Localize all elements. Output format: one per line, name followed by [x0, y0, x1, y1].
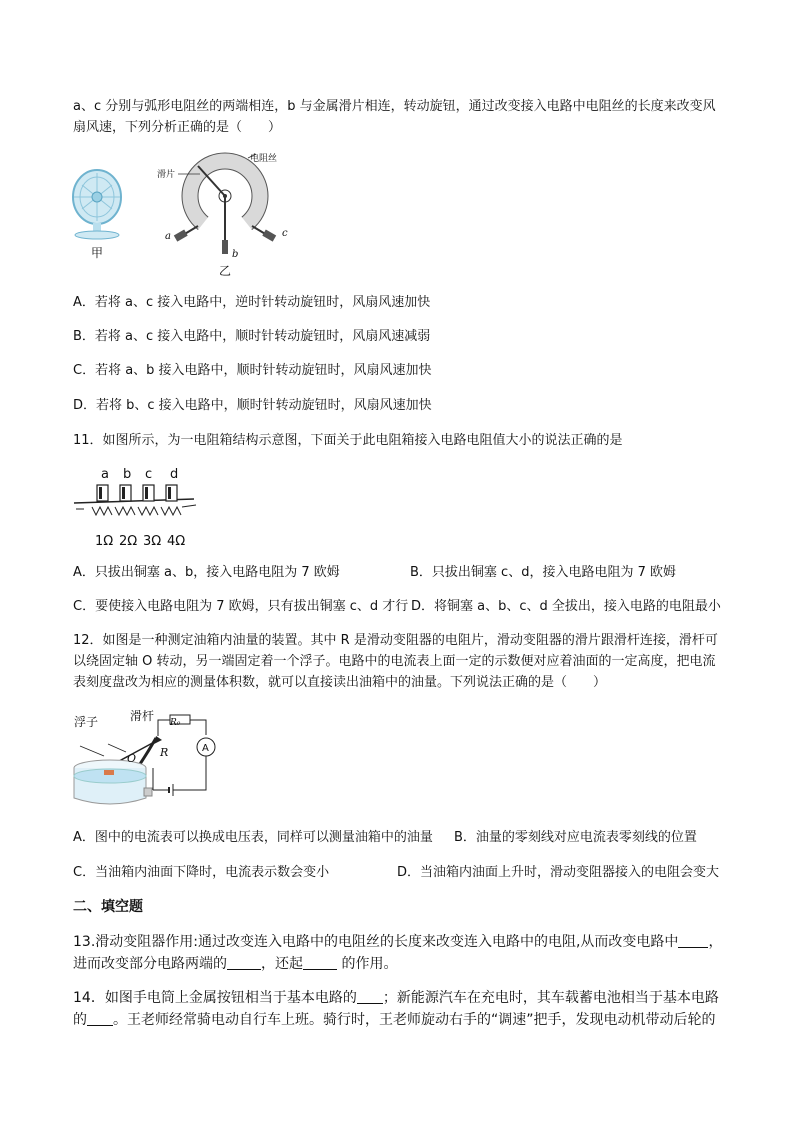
q13-blank-1[interactable]	[678, 935, 708, 948]
resistor-label-3ohm: 3Ω	[143, 534, 162, 549]
q12-stem-line3: 表刻度盘改为相应的测量体积数，就可以直接读出油箱中的油量。下列说法正确的是（ ）	[73, 675, 607, 690]
resistance-box-figure	[72, 481, 202, 533]
q14-text-c: 的	[73, 1012, 87, 1028]
q12-option-d: D．当油箱内油面上升时，滑动变阻器接入的电阻会变大	[397, 865, 720, 880]
q10-option-d: D．若将 b、c 接入电路中，顺时针转动旋钮时，风扇风速加快	[73, 398, 432, 413]
plug-label-c: c	[145, 467, 153, 482]
label-slider: 滑片	[157, 170, 176, 180]
q13-text-b: ，	[708, 934, 723, 950]
section-title: 二、填空题	[73, 899, 143, 915]
q13-blank-3[interactable]	[303, 957, 337, 970]
label-rod: 滑杆	[130, 709, 155, 723]
q13-text-d: ，还起	[261, 956, 303, 972]
q13-line1	[73, 933, 722, 951]
resistor-label-4ohm: 4Ω	[167, 534, 186, 549]
ammeter-label: A	[202, 743, 209, 754]
q11-option-d: D．将铜塞 a、b、c、d 全拔出，接入电路的电阻最小	[411, 599, 721, 614]
label-float: 浮子	[74, 715, 99, 729]
q11-option-c: C．要使接入电路电阻为 7 欧姆，只有拔出铜塞 c、d 才行	[73, 599, 409, 614]
q14-blank-2[interactable]	[87, 1013, 113, 1026]
q11-option-b: B．只拔出铜塞 c、d，接入电路电阻为 7 欧姆	[410, 565, 676, 580]
q10-option-b: B．若将 a、c 接入电路中，顺时针转动旋钮时，风扇风速减弱	[73, 329, 431, 344]
label-resistor-wire: 电阻丝	[250, 154, 278, 164]
q10-stem-line2: 扇风速，下列分析正确的是（ ）	[73, 120, 282, 135]
terminal-b-label: b	[232, 249, 239, 260]
q11-stem: 11．如图所示，为一电阻箱结构示意图，下面关于此电阻箱接入电路电阻值大小的说法正确的是	[73, 433, 623, 448]
q14-line2	[73, 1011, 716, 1029]
q10-stem-line1: a、c 分别与弧形电阻丝的两端相连，b 与金属滑片相连，转动旋钮，通过改变接入电路中电阻丝的长度来改变风	[73, 99, 716, 114]
resistor-label-2ohm: 2Ω	[119, 534, 138, 549]
q13-text-a: 13.滑动变阻器作用:通过改变连入电路中的电阻丝的长度来改变连入电路中的电阻,从而改变电路中	[73, 934, 679, 950]
q10-option-c: C．若将 a、b 接入电路中，顺时针转动旋钮时，风扇风速加快	[73, 363, 432, 378]
q13-text-c: 进而改变部分电路两端的	[73, 956, 227, 972]
figure-label-yi: 乙	[219, 264, 232, 278]
q14-text-a: 14．如图手电筒上金属按钮相当于基本电路的	[73, 990, 357, 1006]
terminal-a-label: a	[165, 231, 171, 242]
plug-label-d: d	[170, 467, 179, 482]
label-axis-o: O	[127, 752, 137, 765]
q12-option-c: C．当油箱内油面下降时，电流表示数会变小	[73, 865, 330, 880]
q12-option-a: A．图中的电流表可以换成电压表，同样可以测量油箱中的油量	[73, 830, 433, 845]
label-rheostat-r: R	[160, 746, 169, 759]
resistor-label-1ohm: 1Ω	[95, 534, 114, 549]
q14-text-d: 。王老师经常骑电动自行车上班。骑行时，王老师旋动右手的“调速”把手，发现电动机带动后轮的	[113, 1012, 716, 1028]
q14-text-b: ；新能源汽车在充电时，其车载蓄电池相当于基本电路	[382, 990, 719, 1006]
q12-stem-line1: 12．如图是一种测定油箱内油量的装置。其中 R 是滑动变阻器的电阻片，滑动变阻器的滑片跟滑杆连接，滑杆可	[73, 633, 718, 648]
label-resistor-r0: R₀	[170, 718, 181, 728]
terminal-c-label: c	[282, 228, 288, 239]
q12-stem-line2: 以绕固定轴 O 转动，另一端固定着一个浮子。电路中的电流表上面一定的示数便对应着油面的一定高度，把电流	[73, 654, 716, 669]
q14-line1	[73, 989, 719, 1007]
q14-blank-1[interactable]	[357, 991, 383, 1004]
q13-blank-2[interactable]	[227, 957, 261, 970]
plug-label-b: b	[123, 467, 132, 482]
q11-option-a: A．只拔出铜塞 a、b，接入电路电阻为 7 欧姆	[73, 565, 340, 580]
plug-label-a: a	[101, 467, 109, 482]
q13-line2	[73, 955, 397, 973]
q12-option-b: B．油量的零刻线对应电流表零刻线的位置	[454, 830, 697, 845]
q13-text-e: 的作用。	[337, 956, 398, 972]
figure-label-jia: 甲	[91, 246, 104, 260]
q10-option-a: A．若将 a、c 接入电路中，逆时针转动旋钮时，风扇风速加快	[73, 295, 431, 310]
